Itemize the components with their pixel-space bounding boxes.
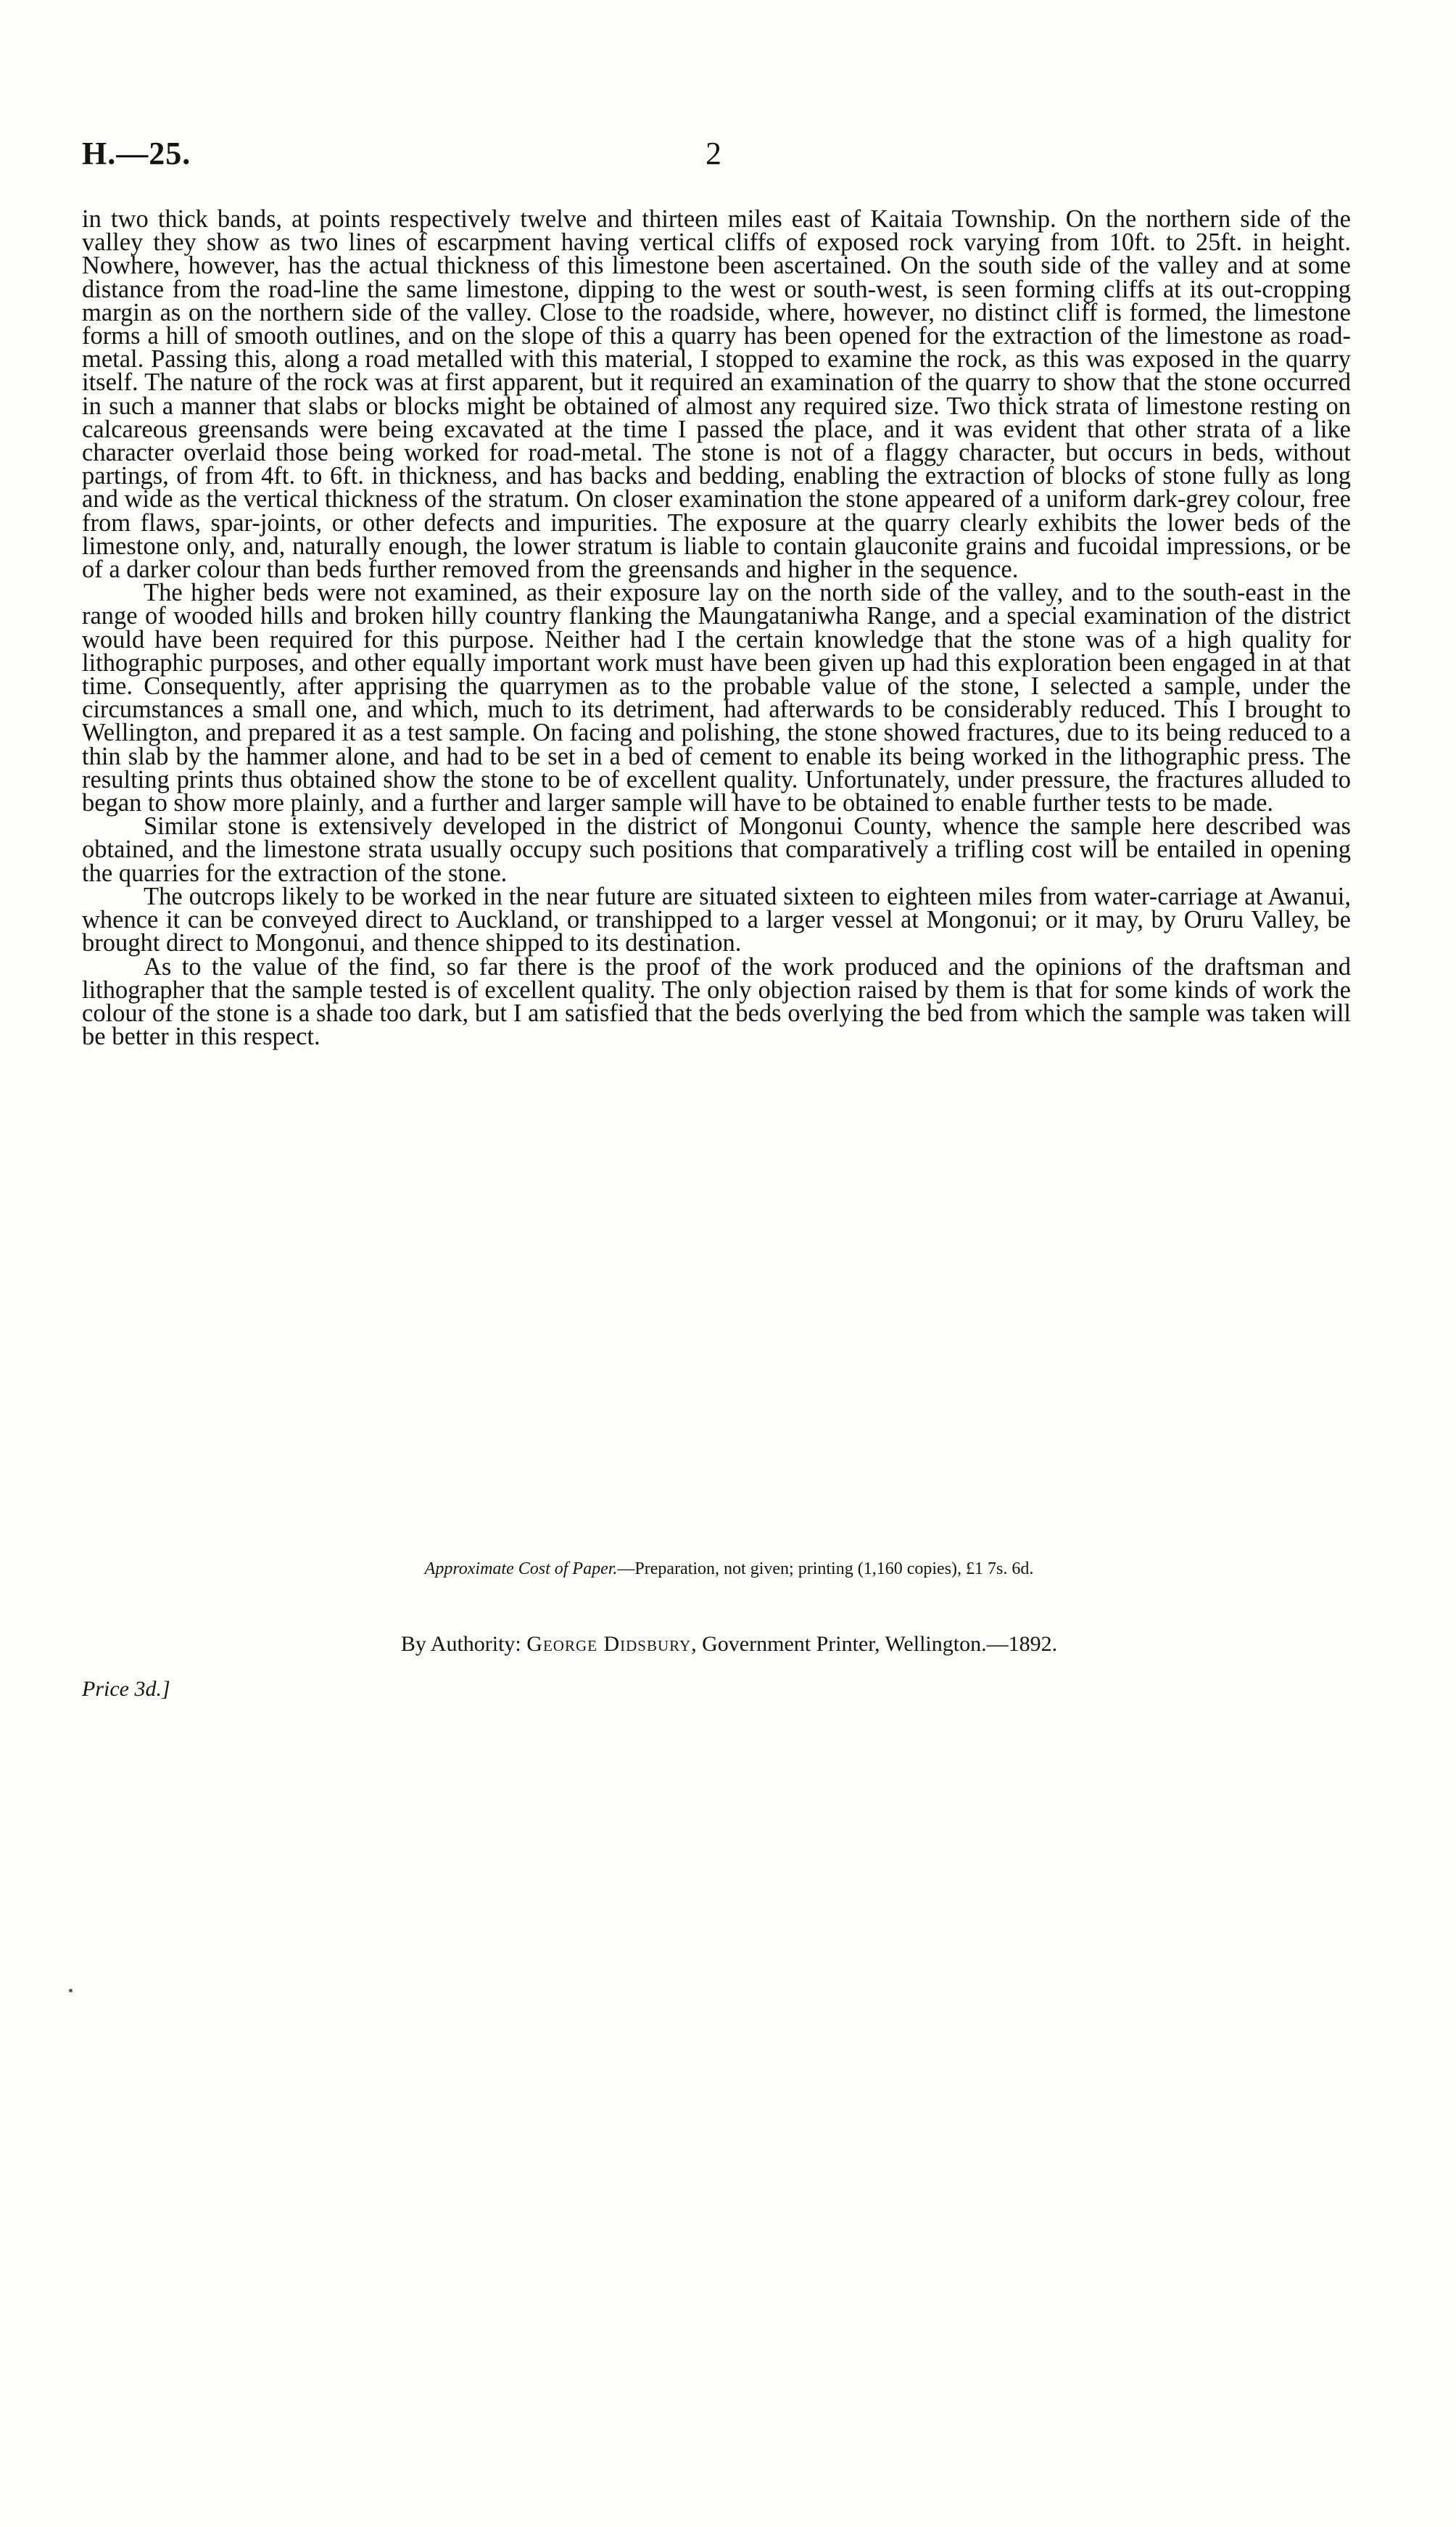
body-text — [82, 205, 1351, 1051]
imprint-prefix: By Authority: — [400, 1632, 527, 1656]
paragraph-5: As to the value of the find, so far there is the proof of the work produced and the opinions of the draftsman and lithographer that the sample tested is of excellent quality. The only objection raised by them is that for some kinds of work the colour of the stone is a shade too dark, but I am satisfied that the beds overlying the bed from which the sample was taken will be better in this respect. — [82, 952, 1351, 1051]
imprint-suffix: , Government Printer, Wellington.—1892. — [691, 1632, 1058, 1656]
document-code: H.—25. — [82, 136, 191, 171]
printer-imprint — [82, 1632, 1376, 1657]
cost-note-label: Approximate Cost of Paper. — [424, 1559, 618, 1578]
margin-speck — [69, 1989, 73, 1992]
cost-of-paper-note — [82, 1559, 1376, 1579]
cost-note-text: —Preparation, not given; printing (1,160 copies), £1 7s. 6d. — [617, 1559, 1034, 1578]
paragraph-3: Similar stone is extensively developed in the district of Mongonui County, whence the sample here described was obtained, and the limestone strata usually occupy such positions that comparatively a trifling cost will be entailed in opening the quarries for the extraction of the stone. — [82, 812, 1351, 887]
price-note: Price 3d.] — [82, 1677, 170, 1701]
paragraph-2: The higher beds were not examined, as their exposure lay on the north side of the valley, and to the south-east in the range of wooded hills and broken hilly country flanking the Maungataniwha Range, and a special examination of the district would have been required for this purpose. Neither had I the certain knowledge that the stone was of a high quality for lithographic purposes, and other equally important work must have been given up had this exploration been engaged in at that time. Consequently, after apprising the quarrymen as to the probable value of the stone, I selected a sample, under the circumstances a small one, and which, much to its detriment, had afterwards to be considerably reduced. This I brought to Wellington, and prepared it as a test sample. On facing and polishing, the stone showed fractures, due to its being reduced to a thin slab by the hammer alone, and had to be set in a bed of cement to enable its being worked in the lithographic press. The resulting prints thus obtained show the stone to be of excellent quality. Unfortunately, under pressure, the fractures alluded to began to show more plainly, and a further and larger sample will have to be obtained to enable further tests to be made. — [82, 579, 1351, 817]
running-head — [82, 135, 1376, 178]
page-number: 2 — [706, 136, 721, 171]
printer-name: George Didsbury — [526, 1632, 692, 1656]
paragraph-4: The outcrops likely to be worked in the near future are situated sixteen to eighteen miles from water-carriage at Awanui, whence it can be conveyed direct to Auckland, or transhipped to a larger vessel at Mongonui; or it may, by Oruru Valley, be brought direct to Mongonui, and thence shipped to its destination. — [82, 882, 1351, 957]
paragraph-1: in two thick bands, at points respectively twelve and thirteen miles east of Kaitaia Township. On the northern side of the valley they show as two lines of escarpment having vertical cliffs of exposed rock varying from 10ft. to 25ft. in height. Nowhere, however, has the actual thickness of this limestone been ascertained. On the south side of the valley and at some distance from the road-line the same limestone, dipping to the west or south-west, is seen forming cliffs at its out-cropping margin as on the northern side of the valley. Close to the roadside, where, however, no distinct cliff is formed, the limestone forms a hill of smooth outlines, and on the slope of this a quarry has been opened for the extraction of the limestone as road-metal. Passing this, along a road metalled with this material, I stopped to examine the rock, as this was exposed in the quarry itself. The nature of the rock was at first apparent, but it required an examination of the quarry to show that the stone occurred in such a manner that slabs or blocks might be obtained of almost any required size. Two thick strata of limestone resting on calcareous greensands were being excavated at the time I passed the place, and it was evident that other strata of a like character overlaid those being worked for road-metal. The stone is not of a flaggy character, but occurs in beds, without partings, of from 4ft. to 6ft. in thickness, and has backs and bedding, enabling the extraction of blocks of stone fully as long and wide as the vertical thickness of the stratum. On closer examination the stone appeared of a uniform dark-grey colour, free from flaws, spar-joints, or other defects and impurities. The exposure at the quarry clearly exhibits the lower beds of the limestone only, and, naturally enough, the lower stratum is liable to contain glauconite grains and fucoidal impressions, or be of a darker colour than beds further removed from the greensands and higher in the sequence. — [82, 205, 1351, 584]
